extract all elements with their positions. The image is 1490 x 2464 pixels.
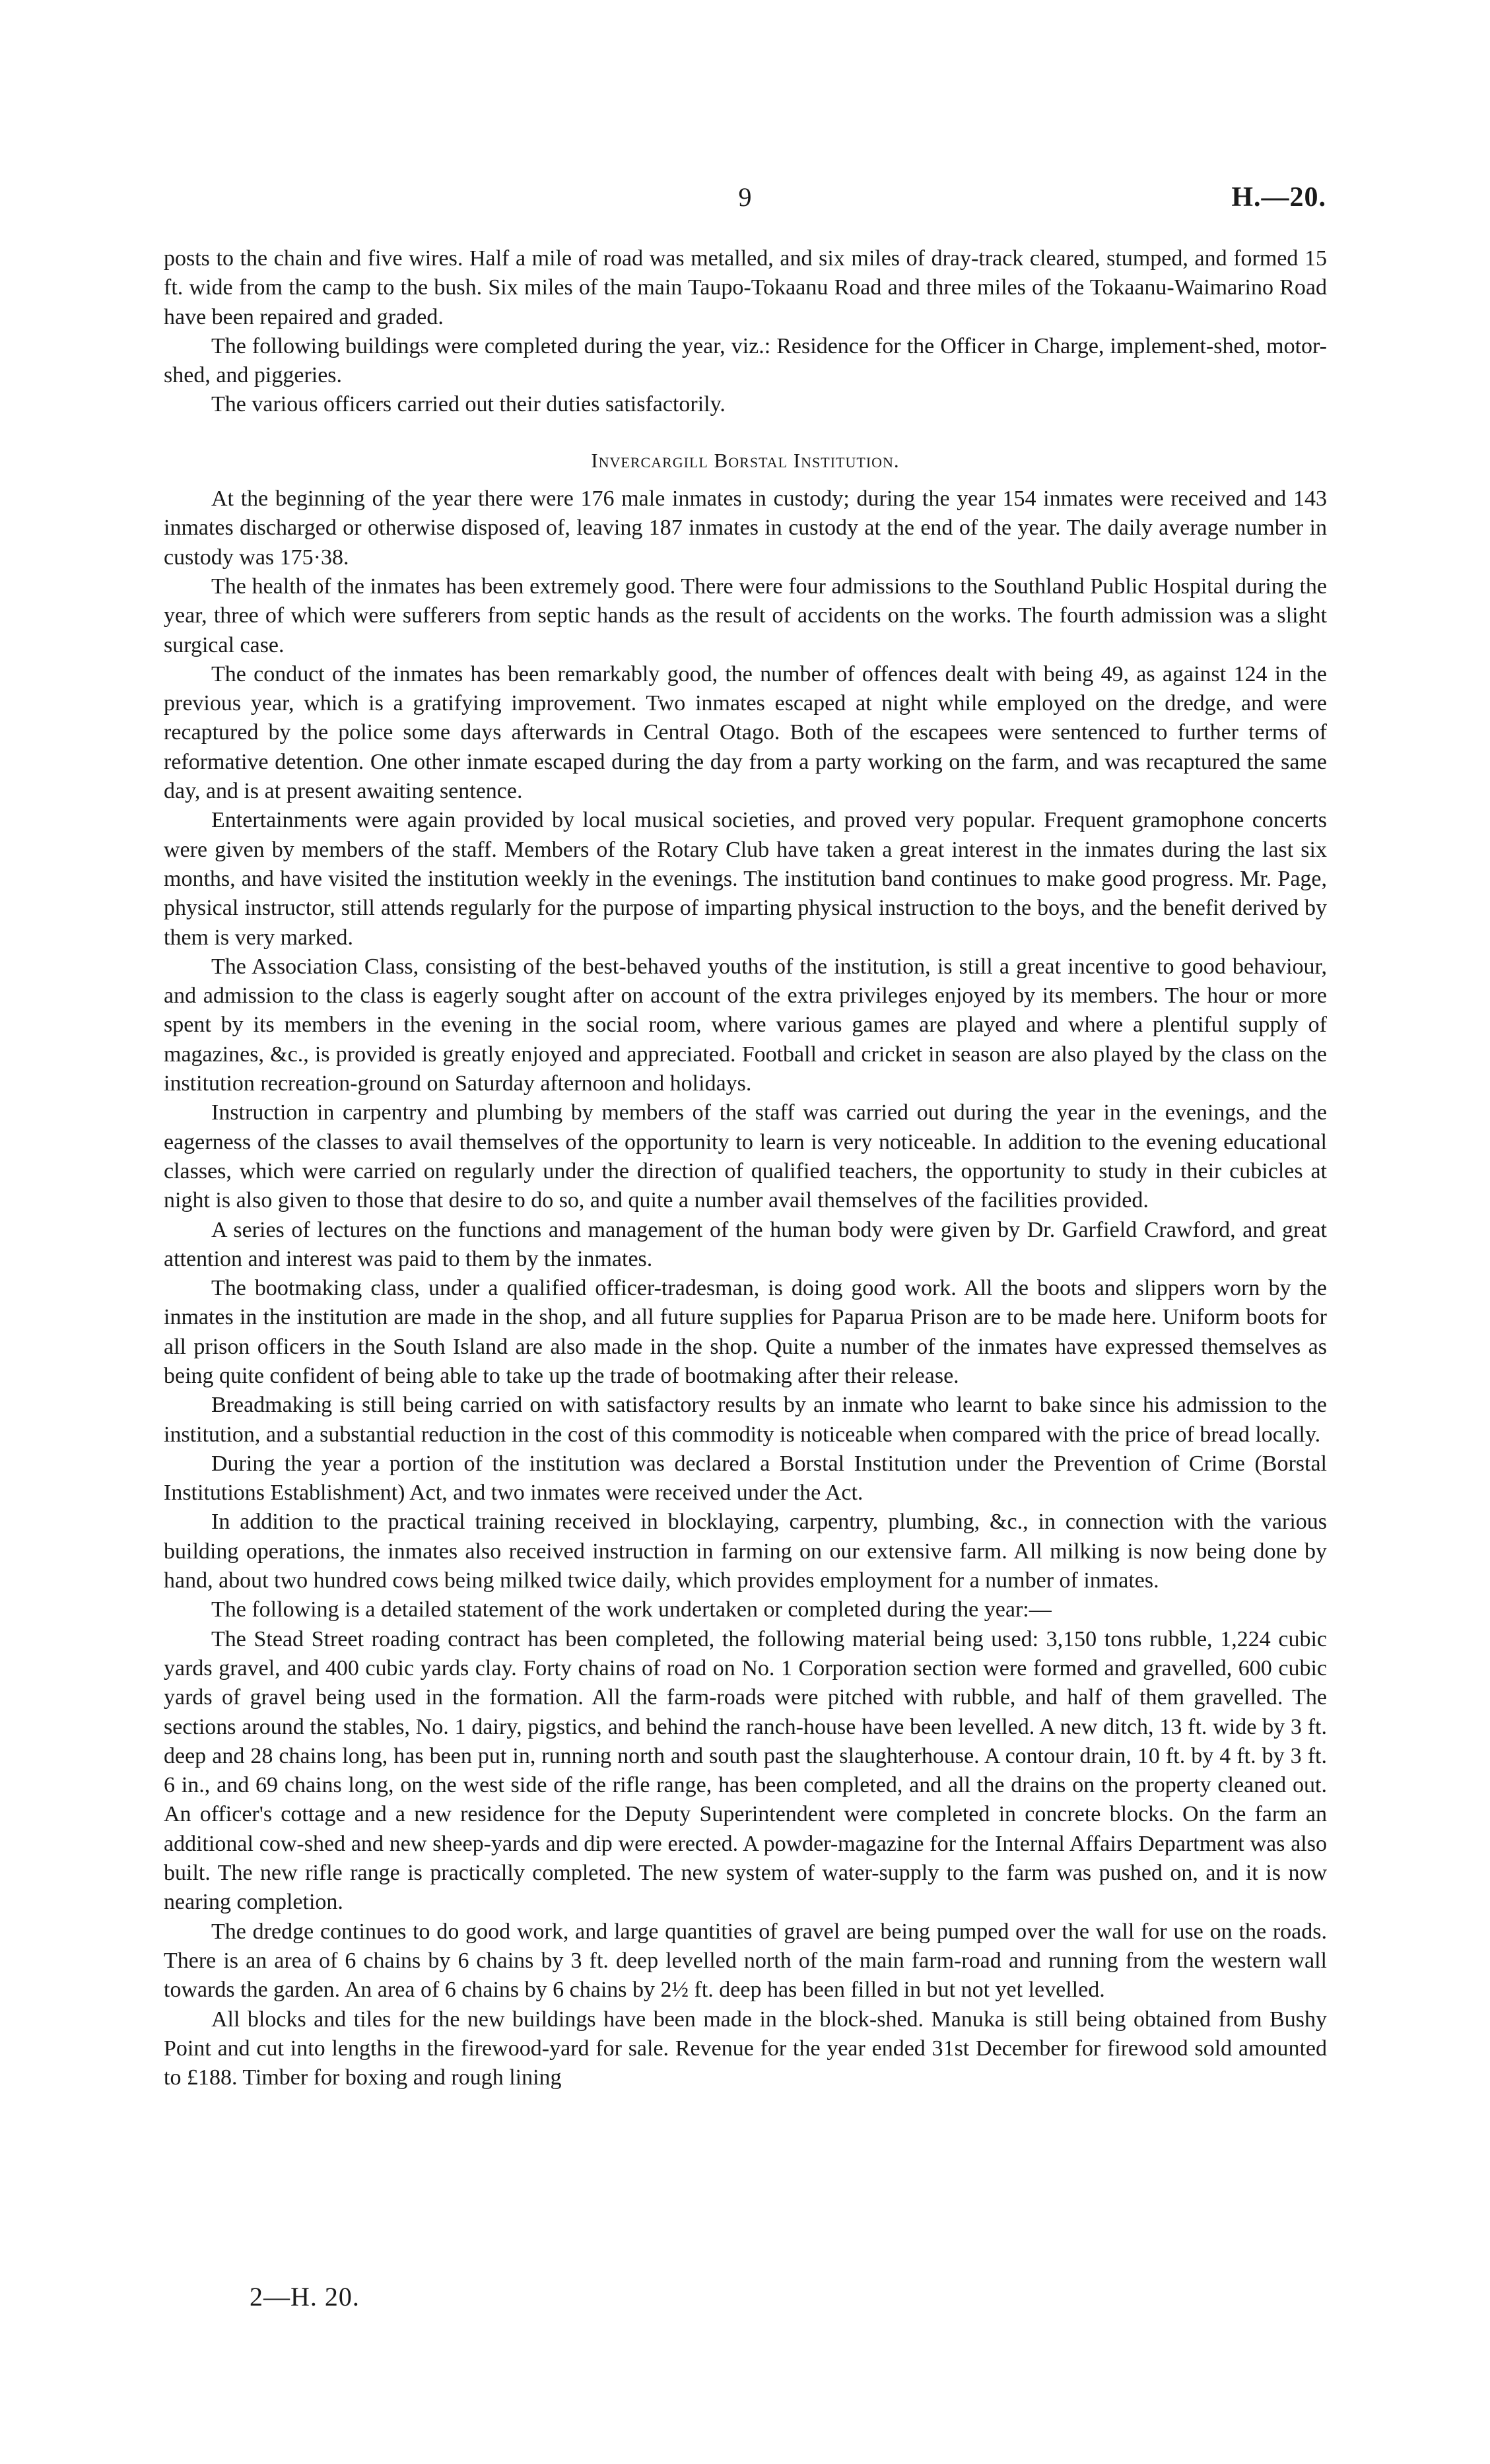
paragraph: During the year a portion of the institution was declared a Borstal Institution under the Prevention of Crime (Borstal Institutions Establishment) Act, and two inmates were received under the Act. (164, 1451, 1327, 1506)
section-heading: Invercargill Borstal Institution. (591, 448, 900, 472)
document-code: H.—20. (1231, 182, 1326, 213)
page-header (164, 182, 1326, 221)
paragraph: The following is a detailed statement of the work undertaken or completed during the year:— (211, 1597, 1052, 1622)
paragraph: Breadmaking is still being carried on with satisfactory results by an inmate who learnt to bake since his admission to the institution, and a substantial reduction in the cost of this commodity is noticeable when compared with the price of bread locally. (164, 1393, 1327, 1447)
paragraph: The following buildings were completed during the year, viz.: Residence for the Officer in Charge, implement-shed, motor-shed, and piggeries. (164, 333, 1327, 388)
page-footer-signature: 2—H. 20. (250, 2282, 360, 2312)
paragraph: The conduct of the inmates has been remarkably good, the number of offences dealt with being 49, as against 124 in the previous year, which is a gratifying improvement. Two inmates escaped at night while employed on the dredge, and were recaptured by the police some days afterwards in Central Otago. Both of the escapees were sentenced to further terms of reformative detention. One other inmate escaped during the day from a party working on the farm, and was recaptured the same day, and is at present awaiting sentence. (164, 661, 1327, 804)
body-text (164, 244, 1327, 2092)
paragraph: Instruction in carpentry and plumbing by members of the staff was carried out during the year in the evenings, and the eagerness of the classes to avail themselves of the opportunity to learn is very noticeable. In addition to the evening educational classes, which were carried on regularly under the direction of qualified teachers, the opportunity to study in their cubicles at night is also given to those that desire to do so, and quite a number avail themselves of the facilities provided. (164, 1100, 1327, 1213)
paragraph: The bootmaking class, under a qualified officer-tradesman, is doing good work. All the boots and slippers worn by the inmates in the institution are made in the shop, and all future supplies for Paparua Prison are to be made here. Uniform boots for all prison officers in the South Island are also made in the shop. Quite a number of the inmates have expressed themselves as being quite confident of being able to take up the trade of bootmaking after their release. (164, 1276, 1327, 1388)
paragraph: The dredge continues to do good work, and large quantities of gravel are being pumped over the wall for use on the roads. There is an area of 6 chains by 6 chains by 3 ft. deep levelled north of the main farm-road and running from the western wall towards the garden. An area of 6 chains by 6 chains by 2½ ft. deep has been filled in but not yet levelled. (164, 1919, 1327, 2003)
paragraph: A series of lectures on the functions and management of the human body were given by Dr. Garfield Crawford, and great attention and interest was paid to them by the inmates. (164, 1217, 1327, 1271)
paragraph: The various officers carried out their duties satisfactorily. (211, 392, 726, 417)
paragraph: In addition to the practical training received in blocklaying, carpentry, plumbing, &c., in connection with the various building operations, the inmates also received instruction in farming on our extensive farm. All milking is now being done by hand, about two hundred cows being milked twice daily, which provides employment for a number of inmates. (164, 1510, 1327, 1593)
paragraph: The Association Class, consisting of the best-behaved youths of the institution, is still a great incentive to good behaviour, and admission to the class is eagerly sought after on account of the extra privileges enjoyed by its members. The hour or more spent by its members in the evening in the social room, where various games are played and where a plentiful supply of magazines, &c., is provided is greatly enjoyed and appreciated. Football and cricket in season are also played by the class on the institution recreation-ground on Saturday afternoon and holidays. (164, 954, 1327, 1096)
paragraph: Entertainments were again provided by local musical societies, and proved very popular. Frequent gramophone concerts were given by members of the staff. Members of the Rotary Club have taken a great interest in the inmates during the last six months, and have visited the institution weekly in the evenings. The institution band continues to make good progress. Mr. Page, physical instructor, still attends regularly for the purpose of imparting physical instruction to the boys, and the benefit derived by them is very marked. (164, 808, 1327, 950)
paragraph: All blocks and tiles for the new buildings have been made in the block-shed. Manuka is still being obtained from Bushy Point and cut into lengths in the firewood-yard for sale. Revenue for the year ended 31st December for firewood sold amounted to £188. Timber for boxing and rough lining (164, 2007, 1327, 2090)
page-number: 9 (738, 182, 752, 212)
paragraph: The health of the inmates has been extremely good. There were four admissions to the Southland Public Hospital during the year, three of which were sufferers from septic hands as the result of accidents on the works. The fourth admission was a slight surgical case. (164, 574, 1327, 657)
paragraph: posts to the chain and five wires. Half a mile of road was metalled, and six miles of dray-track cleared, stumped, and formed 15 ft. wide from the camp to the bush. Six miles of the main Taupo-Tokaanu Road and three miles of the Tokaanu-Waimarino Road have been repaired and graded. (164, 246, 1327, 329)
paragraph: At the beginning of the year there were 176 male inmates in custody; during the year 154 inmates were received and 143 inmates discharged or otherwise disposed of, leaving 187 inmates in custody at the end of the year. The daily average number in custody was 175·38. (164, 486, 1327, 570)
paragraph: The Stead Street roading contract has been completed, the following material being used: 3,150 tons rubble, 1,224 cubic yards gravel, and 400 cubic yards clay. Forty chains of road on No. 1 Corporation section were formed and gravelled, 600 cubic yards of gravel being used in the formation. All the farm-roads were pitched with rubble, and half of them gravelled. The sections around the stables, No. 1 dairy, pigstics, and behind the ranch-house have been levelled. A new ditch, 13 ft. wide by 3 ft. deep and 28 chains long, has been put in, running north and south past the slaughterhouse. A contour drain, 10 ft. by 4 ft. by 3 ft. 6 in., and 69 chains long, on the west side of the rifle range, has been completed, and all the drains on the property cleaned out. An officer's cottage and a new residence for the Deputy Superintendent were completed in concrete blocks. On the farm an additional cow-shed and new sheep-yards and dip were erected. A powder-magazine for the Internal Affairs Department was also built. The new rifle range is practically completed. The new system of water-supply to the farm was pushed on, and it is now nearing completion. (164, 1626, 1327, 1915)
